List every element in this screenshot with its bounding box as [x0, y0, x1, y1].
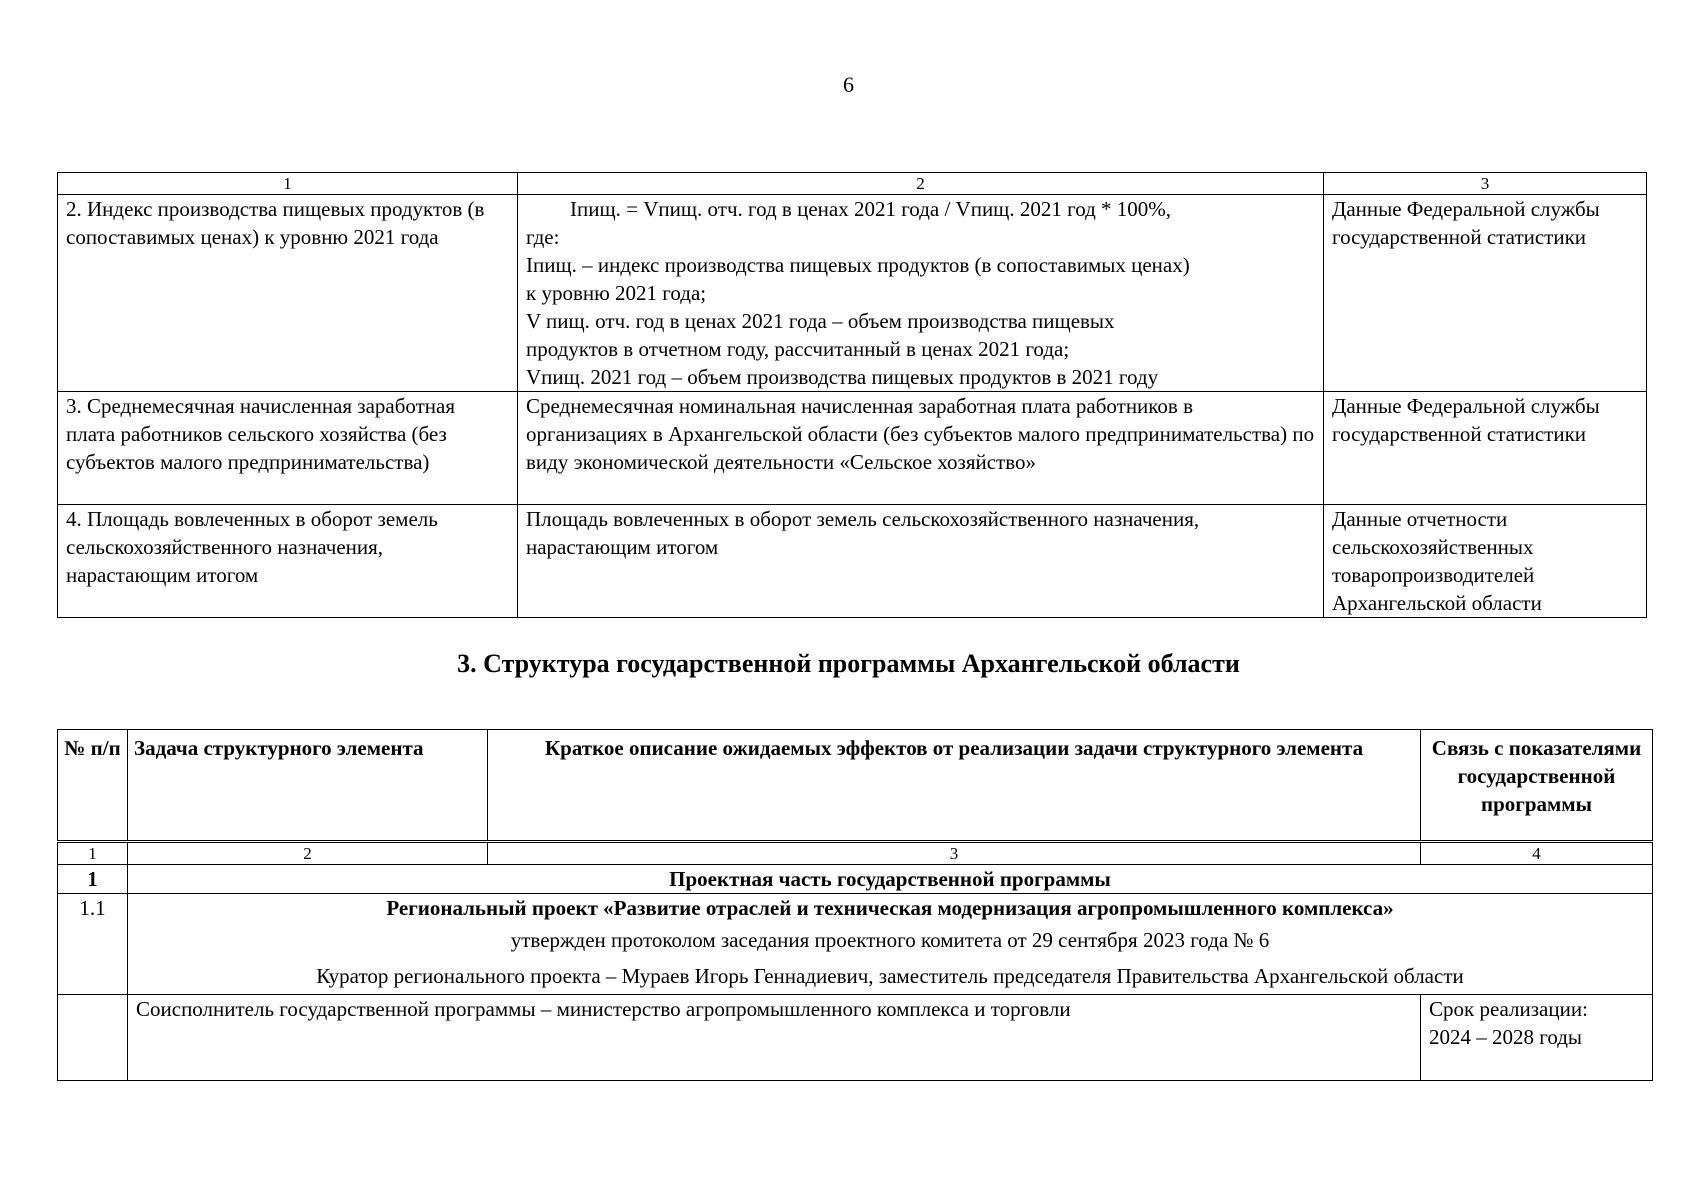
term-label: Срок реализации: — [1429, 997, 1588, 1021]
formula-line: Vпищ. 2021 год – объем производства пищевых продуктов в 2021 году — [526, 365, 1159, 389]
column-number-row — [58, 173, 1647, 195]
part-title: Проектная часть государственной программы — [128, 865, 1653, 894]
method-cell: Среднемесячная номинальная начисленная заработная плата работников в организациях в Архангельской области (без субъектов малого предпринимательства) по виду экономической деятельности «Сельское хозяйство» — [518, 392, 1324, 505]
header-task: Задача структурного элемента — [128, 730, 488, 842]
term-cell — [1421, 995, 1653, 1081]
empty-cell — [58, 995, 128, 1081]
indicator-cell: 2. Индекс производства пищевых продуктов (в сопоставимых ценах) к уровню 2021 года — [58, 195, 518, 392]
coexecutor-row — [58, 995, 1653, 1081]
term-value: 2024 – 2028 годы — [1429, 1025, 1583, 1049]
part-num: 1 — [58, 865, 128, 894]
indicators-method-table — [57, 172, 1647, 618]
project-num: 1.1 — [58, 894, 128, 995]
program-structure-table — [57, 729, 1653, 1081]
column-number: 3 — [1324, 173, 1647, 195]
header-row — [58, 730, 1653, 842]
column-number: 1 — [58, 173, 518, 195]
source-cell: Данные Федеральной службы государственной статистики — [1324, 392, 1647, 505]
formula-line: к уровню 2021 года; — [526, 281, 707, 305]
header-num: № п/п — [58, 730, 128, 842]
method-cell — [518, 195, 1324, 392]
source-cell: Данные отчетности сельскохозяйственных товаропроизводителей Архангельской области — [1324, 505, 1647, 618]
formula-line: V пищ. отч. год в ценах 2021 года – объем производства пищевых — [526, 309, 1115, 333]
project-title: Региональный проект «Развитие отраслей и техническая модернизация агропромышленного комплекса» — [386, 896, 1394, 920]
header-effects: Краткое описание ожидаемых эффектов от реализации задачи структурного элемента — [488, 730, 1421, 842]
indicator-cell: 4. Площадь вовлеченных в оборот земель сельскохозяйственного назначения, нарастающим итогом — [58, 505, 518, 618]
column-number: 4 — [1421, 842, 1653, 865]
page-number: 6 — [843, 72, 854, 97]
project-approved: утвержден протоколом заседания проектного комитета от 29 сентября 2023 года № 6 — [510, 928, 1270, 952]
column-number: 1 — [58, 842, 128, 865]
section-title: 3. Структура государственной программы Архангельской области — [457, 649, 1240, 678]
project-curator: Куратор регионального проекта – Мураев Игорь Геннадиевич, заместитель председателя Правительства Архангельской области — [316, 964, 1464, 988]
formula-line: Iпищ. = Vпищ. отч. год в ценах 2021 года / Vпищ. 2021 год * 100%, — [570, 197, 1172, 221]
header-link: Связь с показателями государственной программы — [1421, 730, 1653, 842]
formula-line: продуктов в отчетном году, рассчитанный в ценах 2021 года; — [526, 337, 1070, 361]
column-number: 3 — [488, 842, 1421, 865]
method-cell: Площадь вовлеченных в оборот земель сельскохозяйственного назначения, нарастающим итогом — [518, 505, 1324, 618]
column-number-row — [58, 842, 1653, 865]
coexecutor-text: Соисполнитель государственной программы – министерство агропромышленного комплекса и торговли — [128, 995, 1421, 1081]
source-cell: Данные Федеральной службы государственной статистики — [1324, 195, 1647, 392]
formula-line: Iпищ. – индекс производства пищевых продуктов (в сопоставимых ценах) — [526, 253, 1190, 277]
table-row — [58, 195, 1647, 392]
column-number: 2 — [518, 173, 1324, 195]
project-row — [58, 894, 1653, 995]
table-row — [58, 392, 1647, 505]
project-info — [128, 894, 1653, 995]
table-row — [58, 505, 1647, 618]
column-number: 2 — [128, 842, 488, 865]
indicator-cell: 3. Среднемесячная начисленная заработная плата работников сельского хозяйства (без субъектов малого предпринимательства) — [58, 392, 518, 505]
formula-line: где: — [526, 225, 560, 249]
part-row — [58, 865, 1653, 894]
